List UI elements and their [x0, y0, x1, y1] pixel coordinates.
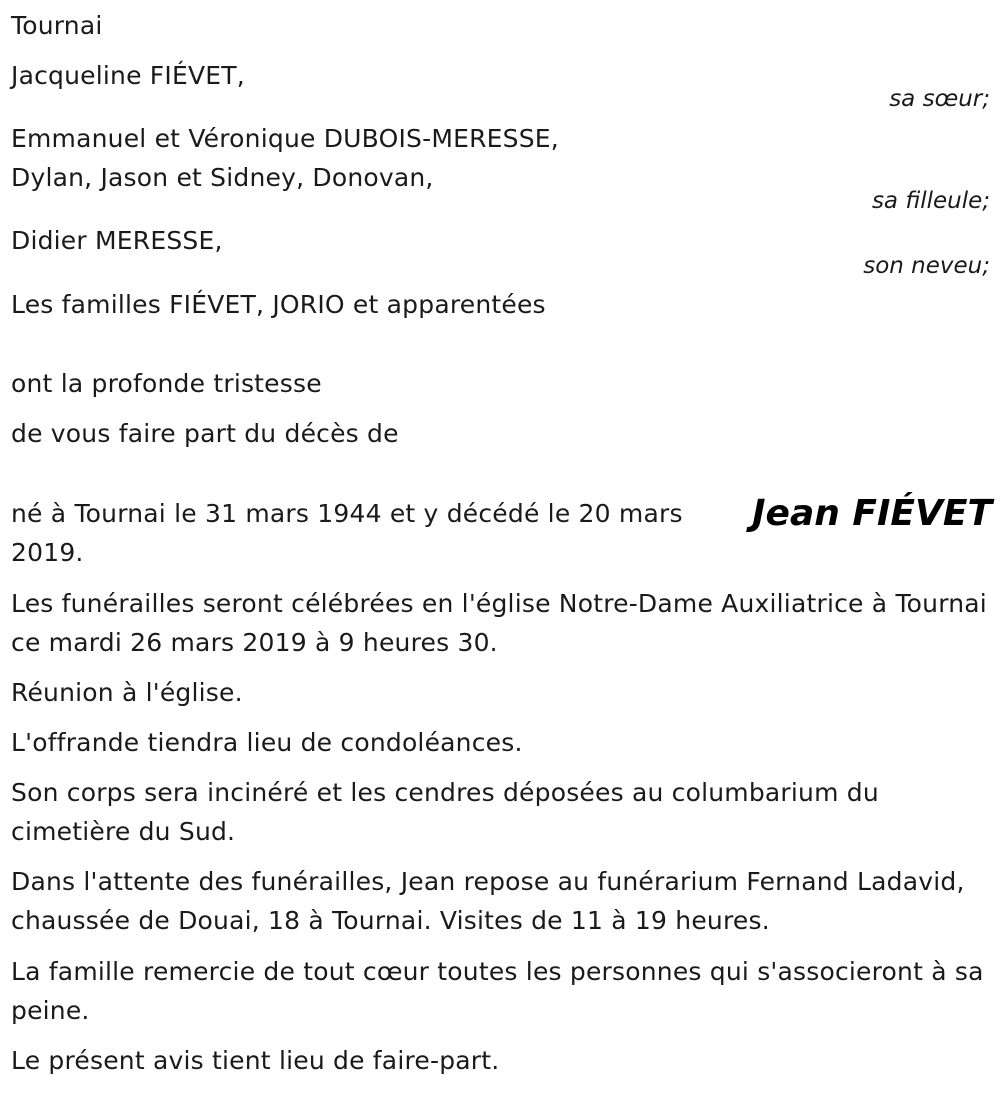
family-member-dubois-meresse: Emmanuel et Véronique DUBOIS-MERESSE,	[11, 124, 559, 153]
relation-sister: sa sœur;	[889, 86, 990, 112]
announcement-line-2: de vous faire part du décès de	[11, 419, 399, 448]
family-member-children: Dylan, Jason et Sidney, Donovan,	[11, 163, 434, 192]
visitation-info: Dans l'attente des funérailles, Jean repose au funérarium Fernand Ladavid, chaussée de Douai, 18 à Tournai. Visites de 11 à 19 heures.	[11, 867, 965, 935]
offering-info: L'offrande tiendra lieu de condoléances.	[11, 728, 523, 757]
meeting-info: Réunion à l'église.	[11, 678, 243, 707]
city-heading: Tournai	[11, 11, 103, 40]
family-member-nephew: Didier MERESSE,	[11, 226, 223, 255]
family-relatives: Les familles FIÉVET, JORIO et apparentées	[11, 290, 546, 319]
relation-goddaughter: sa filleule;	[871, 188, 990, 214]
deceased-name: Jean FIÉVET	[752, 493, 992, 534]
birth-death-info: né à Tournai le 31 mars 1944 et y décédé le 20 mars 2019.	[11, 499, 683, 567]
announcement-line-1: ont la profonde tristesse	[11, 369, 322, 398]
cremation-info: Son corps sera incinéré et les cendres déposées au columbarium du cimetière du Sud.	[11, 778, 879, 846]
relation-nephew: son neveu;	[863, 253, 990, 279]
thanks-info: La famille remercie de tout cœur toutes les personnes qui s'associeront à sa peine.	[11, 957, 984, 1025]
funeral-info: Les funérailles seront célébrées en l'église Notre-Dame Auxiliatrice à Tournai ce mardi 26 mars 2019 à 9 heures 30.	[11, 589, 987, 657]
notice-info: Le présent avis tient lieu de faire-part.	[11, 1046, 500, 1075]
family-member-sister: Jacqueline FIÉVET,	[11, 61, 245, 90]
